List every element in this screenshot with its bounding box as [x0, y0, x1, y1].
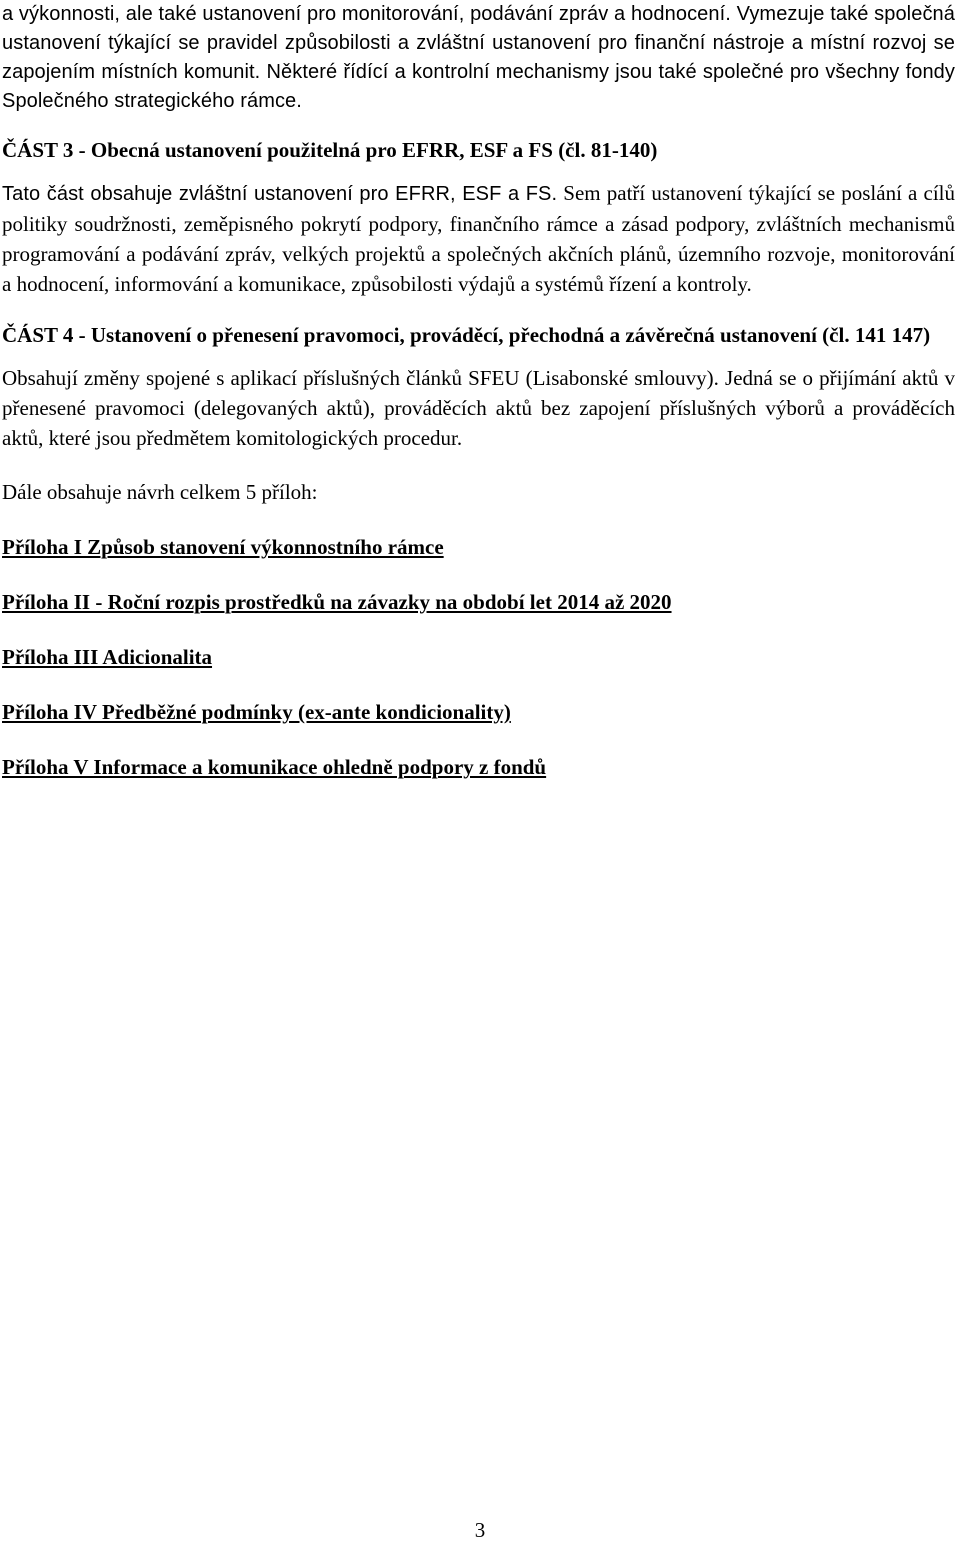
annex-item: Příloha III Adicionalita — [2, 645, 213, 669]
intro-paragraph: a výkonnosti, ale také ustanovení pro monitorování, podávání zpráv a hodnocení. Vymezuje také společná ustanovení týkající se pravidel způsobilosti a zvláštní ustanovení pro finanční nástroje a místní rozvoj se zapojením místních komunit. Některé řídící a kontrolní mechanismy jsou také společné pro všechny fondy Společného strategického rámce. — [2, 3, 955, 112]
annex-item: Příloha I Způsob stanovení výkonnostního rámce — [2, 535, 444, 559]
annex-item: Příloha II - Roční rozpis prostředků na závazky na období let 2014 až 2020 — [2, 590, 672, 614]
annex-item: Příloha V Informace a komunikace ohledně podpory z fondů — [2, 755, 547, 779]
annex-list — [2, 532, 955, 782]
document-content — [2, 0, 955, 807]
part3-intro-sentence: Tato část obsahuje zvláštní ustanovení pro EFRR, ESF a FS. — [2, 183, 558, 205]
part3-heading: ČÁST 3 - Obecná ustanovení použitelná pro EFRR, ESF a FS (čl. 81-140) — [2, 138, 658, 162]
part3-section — [2, 135, 955, 299]
page-number: 3 — [474, 1518, 486, 1542]
part3-body-text: Sem patří ustanovení týkající se poslání a cílů politiky soudržnosti, zeměpisného pokrytí podpory, finančního rámce a zásad podpory, zvláštních mechanismů programování a podávání zpráv, velkých projektů a společných akčních plánů, územního rozvoje, monitorování a hodnocení, informování a komunikace, způsobilosti výdajů a systémů řízení a kontroly. — [2, 181, 955, 296]
annex-item: Příloha IV Předběžné podmínky (ex-ante kondicionality) — [2, 700, 511, 724]
part3-paragraph — [2, 178, 955, 299]
part4-section — [2, 320, 955, 453]
part4-heading: ČÁST 4 - Ustanovení o přenesení pravomoci, prováděcí, přechodná a závěrečná ustanovení (čl. 141 147) — [2, 323, 931, 347]
part4-paragraph: Obsahují změny spojené s aplikací příslušných článků SFEU (Lisabonské smlouvy). Jedná se o přijímání aktů v přenesené pravomoci (delegovaných aktů), prováděcích aktů bez zapojení příslušných výborů a prováděcích aktů, které jsou předmětem komitologických procedur. — [2, 366, 955, 450]
annexes-intro: Dále obsahuje návrh celkem 5 příloh: — [2, 480, 318, 504]
